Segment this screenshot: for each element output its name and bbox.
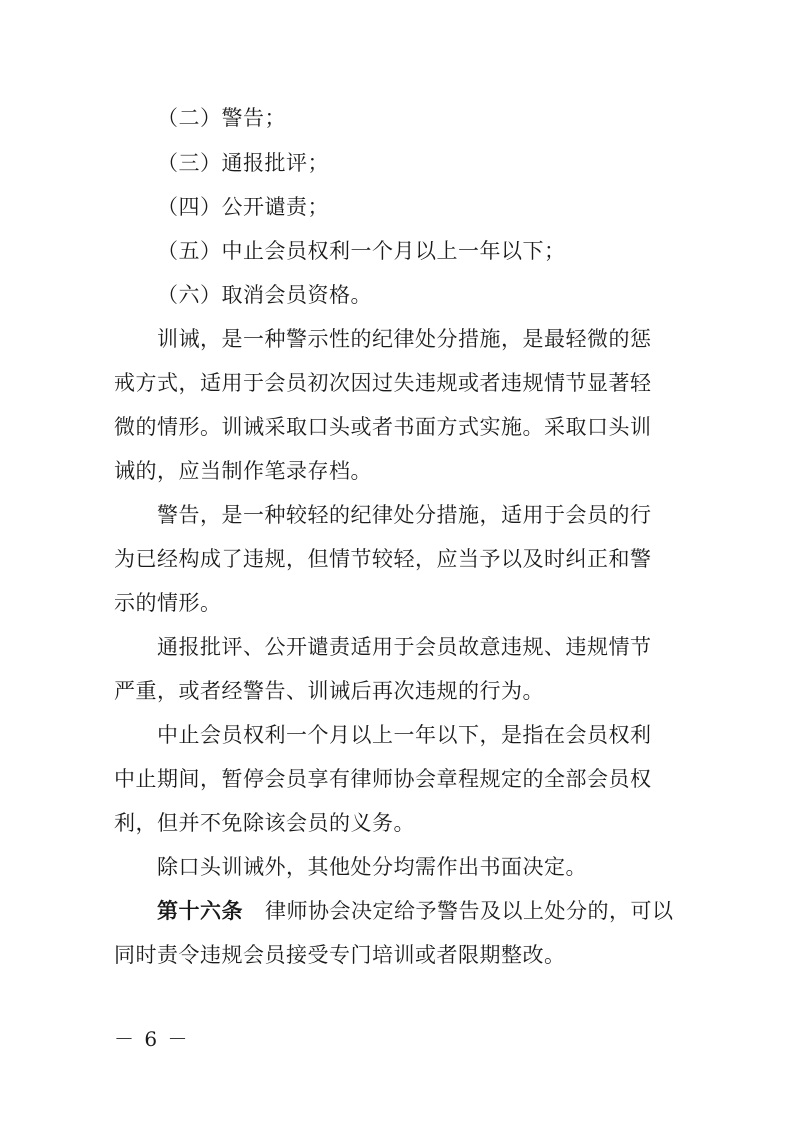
article-text: 律师协会决定给予警告及以上处分的，可以 [265, 899, 674, 923]
paragraph-line: 利，但并不免除该会员的义务。 [114, 811, 415, 835]
paragraph-line: 中止期间，暂停会员享有律师协会章程规定的全部会员权 [114, 767, 652, 791]
article-16-line-2: 同时责令违规会员接受专门培训或者限期整改。 [114, 943, 566, 967]
paragraph-line: 诫的，应当制作笔录存档。 [114, 459, 372, 483]
article-heading: 第十六条 [157, 899, 243, 923]
list-item-2: （二）警告； [157, 106, 286, 130]
list-item-5: （五）中止会员权利一个月以上一年以下； [157, 239, 566, 263]
list-item-3: （三）通报批评； [157, 151, 329, 175]
list-item-6: （六）取消会员资格。 [157, 283, 372, 307]
paragraph-line: 严重，或者经警告、训诫后再次违规的行为。 [114, 679, 544, 703]
list-item-4: （四）公开谴责； [157, 195, 329, 219]
paragraph-line: 警告，是一种较轻的纪律处分措施，适用于会员的行 [157, 503, 652, 527]
paragraph-line: 示的情形。 [114, 591, 222, 615]
paragraph-line: 为已经构成了违规，但情节较轻，应当予以及时纠正和警 [114, 547, 652, 571]
paragraph-line: 除口头训诫外，其他处分均需作出书面决定。 [157, 855, 587, 879]
article-16-line-1 [157, 897, 674, 925]
paragraph-line: 微的情形。训诫采取口头或者书面方式实施。采取口头训 [114, 415, 652, 439]
page-number: － 6 － [114, 1027, 190, 1051]
paragraph-line: 戒方式，适用于会员初次因过失违规或者违规情节显著轻 [114, 371, 652, 395]
paragraph-line: 中止会员权利一个月以上一年以下，是指在会员权利 [157, 723, 652, 747]
paragraph-line: 训诫，是一种警示性的纪律处分措施，是最轻微的惩 [157, 327, 652, 351]
paragraph-line: 通报批评、公开谴责适用于会员故意违规、违规情节 [157, 635, 652, 659]
